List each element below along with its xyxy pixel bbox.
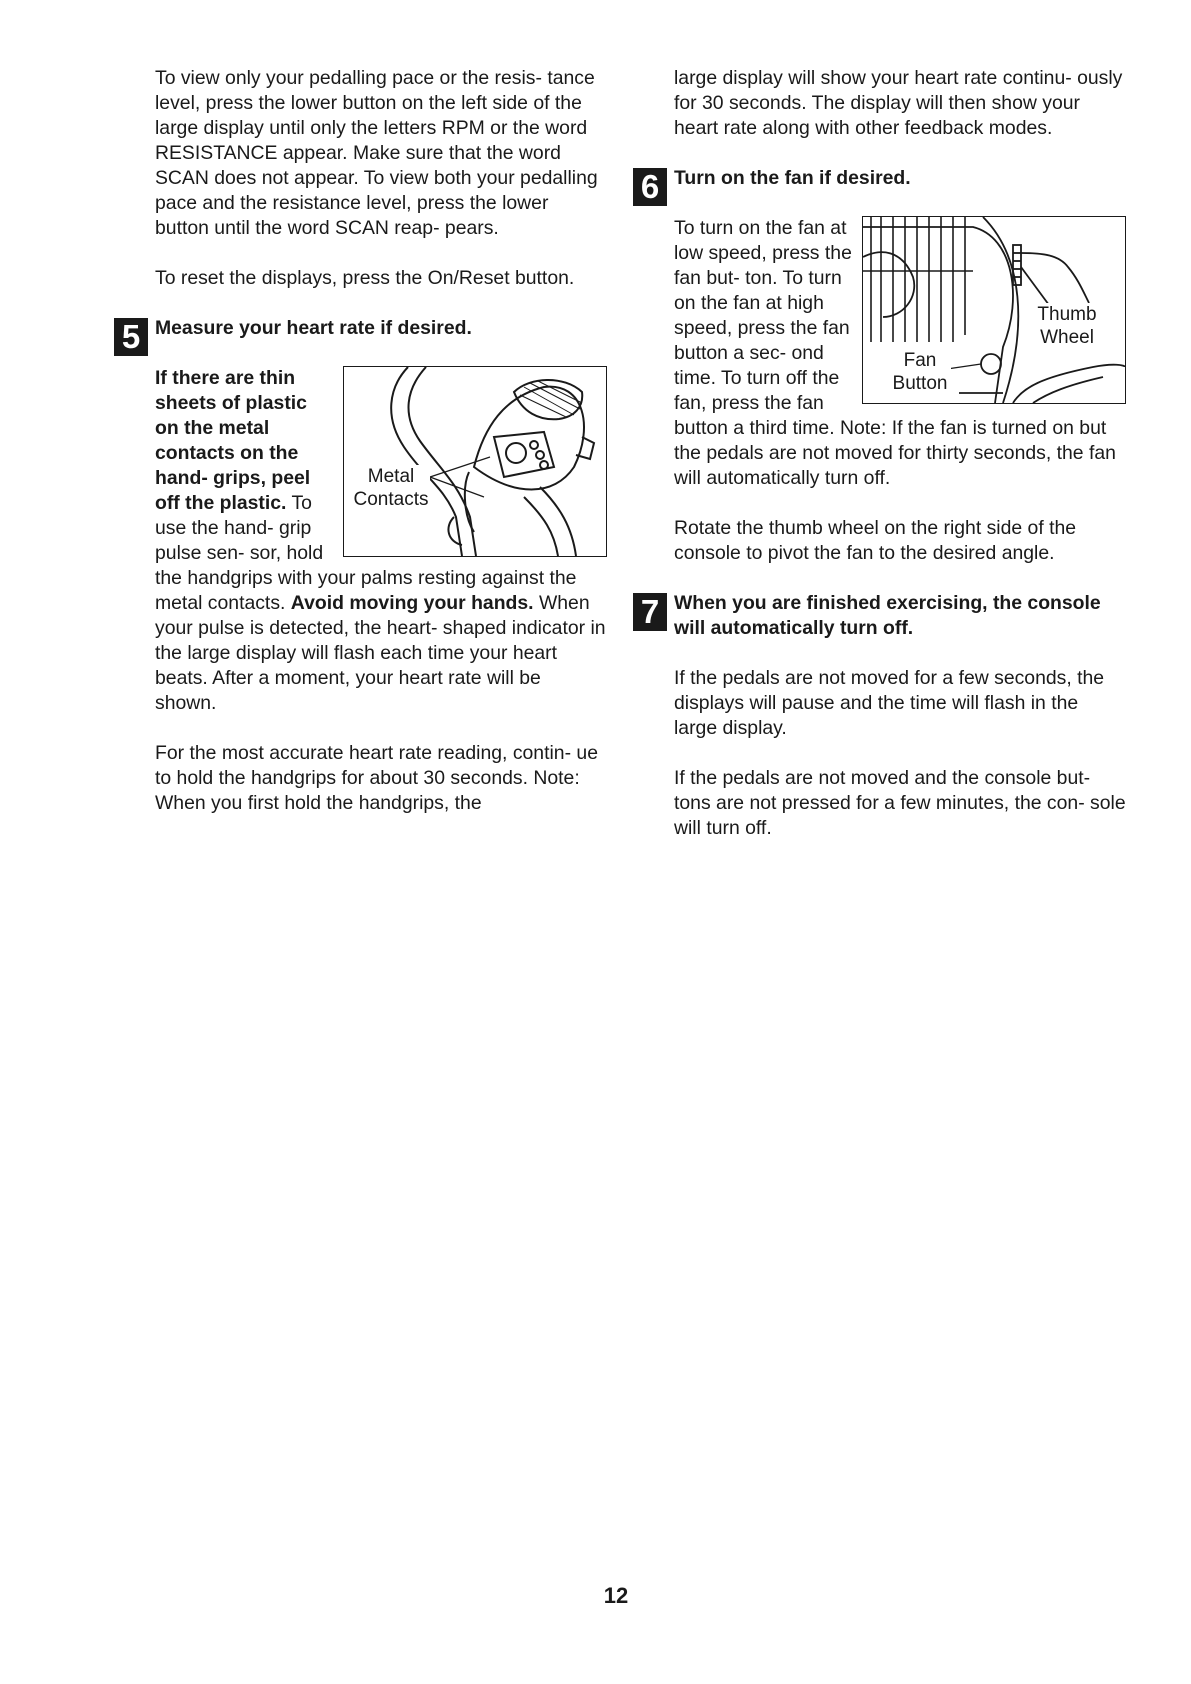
step-5-title: Measure your heart rate if desired.	[155, 317, 472, 339]
step-5-number: 5	[114, 318, 148, 356]
step-7	[640, 591, 1126, 841]
step-6	[640, 166, 1126, 566]
continuation-paragraph: large display will show your heart rate continu- ously for 30 seconds. The display will then show your heart rate along with other feedback modes.	[674, 67, 1123, 139]
thumb-wheel-paragraph: Rotate the thumb wheel on the right side of the console to pivot the fan to the desired angle.	[674, 517, 1077, 564]
console-off-paragraph: If the pedals are not moved and the console but- tons are not pressed for a few minutes, the con- sole will turn off.	[674, 767, 1126, 839]
thumb-wheel-label: Thumb Wheel	[1031, 303, 1103, 349]
step-7-title: When you are finished exercising, the console will automatically turn off.	[674, 592, 1101, 639]
page-number: 12	[603, 1583, 629, 1608]
avoid-moving-warning: Avoid moving your hands.	[290, 592, 534, 614]
pulse-sensor-text: To use the hand- grip pulse sen- sor, hold the handgrips with your palms resting against the metal contacts.	[155, 492, 577, 614]
pace-resistance-paragraph: To view only your pedalling pace or the resis- tance level, press the lower button on the left side of the large display until only the letters RPM or the word RESISTANCE appear. Make sure that the word SCAN does not appear. To view both your pedalling pace and the resistance level, press the lower button until the word SCAN reap- pears.	[155, 67, 598, 239]
fan-button-label: Fan Button	[889, 349, 951, 395]
peel-plastic-instruction: If there are thin sheets of plastic on the metal contacts on the hand- grips, peel off the plastic.	[155, 367, 311, 514]
handgrip-drawing	[344, 367, 606, 556]
heart-indicator-text: When your pulse is detected, the heart- shaped indicator in the large display will flash each time your heart beats. After a moment, your heart rate will be shown.	[155, 592, 606, 714]
step-6-title: Turn on the fan if desired.	[674, 167, 911, 189]
right-column	[640, 66, 1126, 866]
fan-illustration	[862, 216, 1126, 404]
accurate-reading-paragraph: For the most accurate heart rate reading, contin- ue to hold the handgrips for about 30 seconds. Note: When you first hold the handgrips, the	[155, 742, 598, 814]
step-7-number: 7	[633, 593, 667, 631]
step-5	[121, 316, 607, 816]
left-column	[121, 66, 607, 841]
display-pause-paragraph: If the pedals are not moved for a few seconds, the displays will pause and the time will flash in the large display.	[674, 667, 1105, 739]
step-6-number: 6	[633, 168, 667, 206]
handgrip-illustration	[343, 366, 607, 557]
reset-paragraph: To reset the displays, press the On/Reset button.	[155, 267, 575, 289]
metal-contacts-label: Metal Contacts	[353, 466, 429, 510]
fan-speed-paragraph: To turn on the fan at low speed, press the fan but- ton. To turn on the fan at high speed, press the fan button a sec- ond time. To turn off the fan, press the fan button a third time. Note: If the fan is turned on but the pedals are not moved for thirty seconds, the fan will automatically turn off.	[674, 217, 1116, 489]
